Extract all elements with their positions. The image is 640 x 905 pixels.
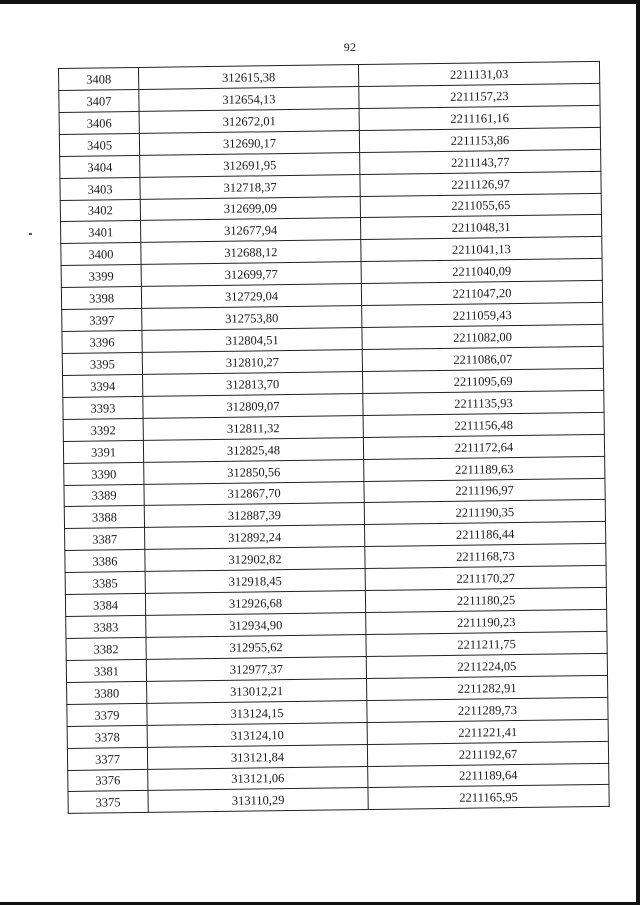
x-coordinate-cell: 312809,07 (143, 393, 363, 418)
point-number-cell: 3386 (65, 550, 145, 573)
y-coordinate-cell: 2211095,69 (362, 368, 603, 393)
scan-border-top (0, 0, 640, 4)
point-number-cell: 3376 (68, 769, 148, 792)
point-number-cell: 3384 (65, 594, 145, 617)
x-coordinate-cell: 312810,27 (142, 350, 362, 375)
point-number-cell: 3383 (66, 615, 146, 638)
y-coordinate-cell: 2211135,93 (363, 390, 604, 415)
y-coordinate-cell: 2211172,64 (363, 434, 604, 459)
x-coordinate-cell: 312918,45 (145, 569, 365, 594)
y-coordinate-cell: 2211040,09 (361, 259, 602, 284)
y-coordinate-cell: 2211189,64 (368, 763, 609, 788)
point-number-cell: 3401 (61, 221, 141, 244)
y-coordinate-cell: 2211153,86 (359, 127, 600, 152)
x-coordinate-cell: 312934,90 (146, 613, 366, 638)
point-number-cell: 3381 (66, 659, 146, 682)
y-coordinate-cell: 2211156,48 (363, 412, 604, 437)
point-number-cell: 3385 (65, 572, 145, 595)
point-number-cell: 3402 (60, 199, 140, 222)
y-coordinate-cell: 2211168,73 (365, 544, 606, 569)
y-coordinate-cell: 2211055,65 (360, 193, 601, 218)
point-number-cell: 3397 (62, 309, 142, 332)
coordinates-table (58, 61, 610, 814)
x-coordinate-cell: 313121,84 (147, 744, 367, 769)
x-coordinate-cell: 312718,37 (140, 174, 360, 199)
point-number-cell: 3382 (66, 637, 146, 660)
y-coordinate-cell: 2211041,13 (361, 237, 602, 262)
point-number-cell: 3375 (68, 791, 148, 814)
y-coordinate-cell: 2211170,27 (365, 566, 606, 591)
x-coordinate-cell: 312811,32 (143, 415, 363, 440)
y-coordinate-cell: 2211190,35 (364, 500, 605, 525)
y-coordinate-cell: 2211190,23 (366, 609, 607, 634)
x-coordinate-cell: 312892,24 (145, 525, 365, 550)
y-coordinate-cell: 2211059,43 (362, 303, 603, 328)
y-coordinate-cell: 2211157,23 (359, 83, 600, 108)
x-coordinate-cell: 313012,21 (147, 678, 367, 703)
point-number-cell: 3380 (67, 681, 147, 704)
x-coordinate-cell: 312654,13 (139, 86, 359, 111)
point-number-cell: 3390 (64, 462, 144, 485)
x-coordinate-cell: 312804,51 (142, 328, 362, 353)
x-coordinate-cell: 312753,80 (142, 306, 362, 331)
point-number-cell: 3399 (61, 265, 141, 288)
x-coordinate-cell: 313124,10 (147, 722, 367, 747)
y-coordinate-cell: 2211143,77 (360, 149, 601, 174)
y-coordinate-cell: 2211161,16 (359, 105, 600, 130)
point-number-cell: 3392 (63, 418, 143, 441)
y-coordinate-cell: 2211186,44 (365, 522, 606, 547)
x-coordinate-cell: 312699,77 (141, 262, 361, 287)
x-coordinate-cell: 312902,82 (145, 547, 365, 572)
coordinates-table-body (59, 61, 610, 813)
point-number-cell: 3377 (67, 747, 147, 770)
point-number-cell: 3388 (64, 506, 144, 529)
x-coordinate-cell: 312813,70 (143, 371, 363, 396)
point-number-cell: 3400 (61, 243, 141, 266)
x-coordinate-cell: 312977,37 (146, 656, 366, 681)
point-number-cell: 3378 (67, 725, 147, 748)
y-coordinate-cell: 2211131,03 (358, 61, 599, 86)
point-number-cell: 3394 (63, 374, 143, 397)
x-coordinate-cell: 312677,94 (141, 218, 361, 243)
x-coordinate-cell: 312867,70 (144, 481, 364, 506)
y-coordinate-cell: 2211224,05 (366, 653, 607, 678)
point-number-cell: 3406 (59, 111, 139, 134)
point-number-cell: 3408 (59, 67, 139, 90)
x-coordinate-cell: 312729,04 (141, 284, 361, 309)
y-coordinate-cell: 2211165,95 (368, 785, 609, 810)
x-coordinate-cell: 312615,38 (138, 65, 358, 90)
y-coordinate-cell: 2211086,07 (362, 346, 603, 371)
point-number-cell: 3391 (63, 440, 143, 463)
scan-speck (29, 233, 32, 235)
point-number-cell: 3387 (65, 528, 145, 551)
x-coordinate-cell: 312926,68 (145, 591, 365, 616)
point-number-cell: 3393 (63, 396, 143, 419)
point-number-cell: 3403 (60, 177, 140, 200)
point-number-cell: 3396 (62, 330, 142, 353)
x-coordinate-cell: 312699,09 (140, 196, 360, 221)
x-coordinate-cell: 312672,01 (139, 108, 359, 133)
x-coordinate-cell: 313121,06 (148, 766, 368, 791)
x-coordinate-cell: 312887,39 (144, 503, 364, 528)
point-number-cell: 3389 (64, 484, 144, 507)
y-coordinate-cell: 2211211,75 (366, 631, 607, 656)
y-coordinate-cell: 2211189,63 (364, 456, 605, 481)
point-number-cell: 3379 (67, 703, 147, 726)
y-coordinate-cell: 2211082,00 (362, 324, 603, 349)
y-coordinate-cell: 2211289,73 (367, 697, 608, 722)
page-number: 92 (343, 40, 357, 54)
y-coordinate-cell: 2211221,41 (367, 719, 608, 744)
y-coordinate-cell: 2211126,97 (360, 171, 601, 196)
point-number-cell: 3407 (59, 89, 139, 112)
x-coordinate-cell: 312850,56 (144, 459, 364, 484)
x-coordinate-cell: 312691,95 (140, 152, 360, 177)
point-number-cell: 3398 (61, 287, 141, 310)
x-coordinate-cell: 312690,17 (139, 130, 359, 155)
y-coordinate-cell: 2211048,31 (360, 215, 601, 240)
x-coordinate-cell: 313110,29 (148, 788, 368, 813)
point-number-cell: 3405 (59, 133, 139, 156)
x-coordinate-cell: 312955,62 (146, 634, 366, 659)
point-number-cell: 3395 (62, 352, 142, 375)
y-coordinate-cell: 2211192,67 (367, 741, 608, 766)
y-coordinate-cell: 2211180,25 (365, 587, 606, 612)
x-coordinate-cell: 313124,15 (147, 700, 367, 725)
point-number-cell: 3404 (60, 155, 140, 178)
y-coordinate-cell: 2211282,91 (367, 675, 608, 700)
y-coordinate-cell: 2211196,97 (364, 478, 605, 503)
x-coordinate-cell: 312688,12 (141, 240, 361, 265)
x-coordinate-cell: 312825,48 (143, 437, 363, 462)
y-coordinate-cell: 2211047,20 (361, 281, 602, 306)
scan-border-right (636, 0, 640, 905)
